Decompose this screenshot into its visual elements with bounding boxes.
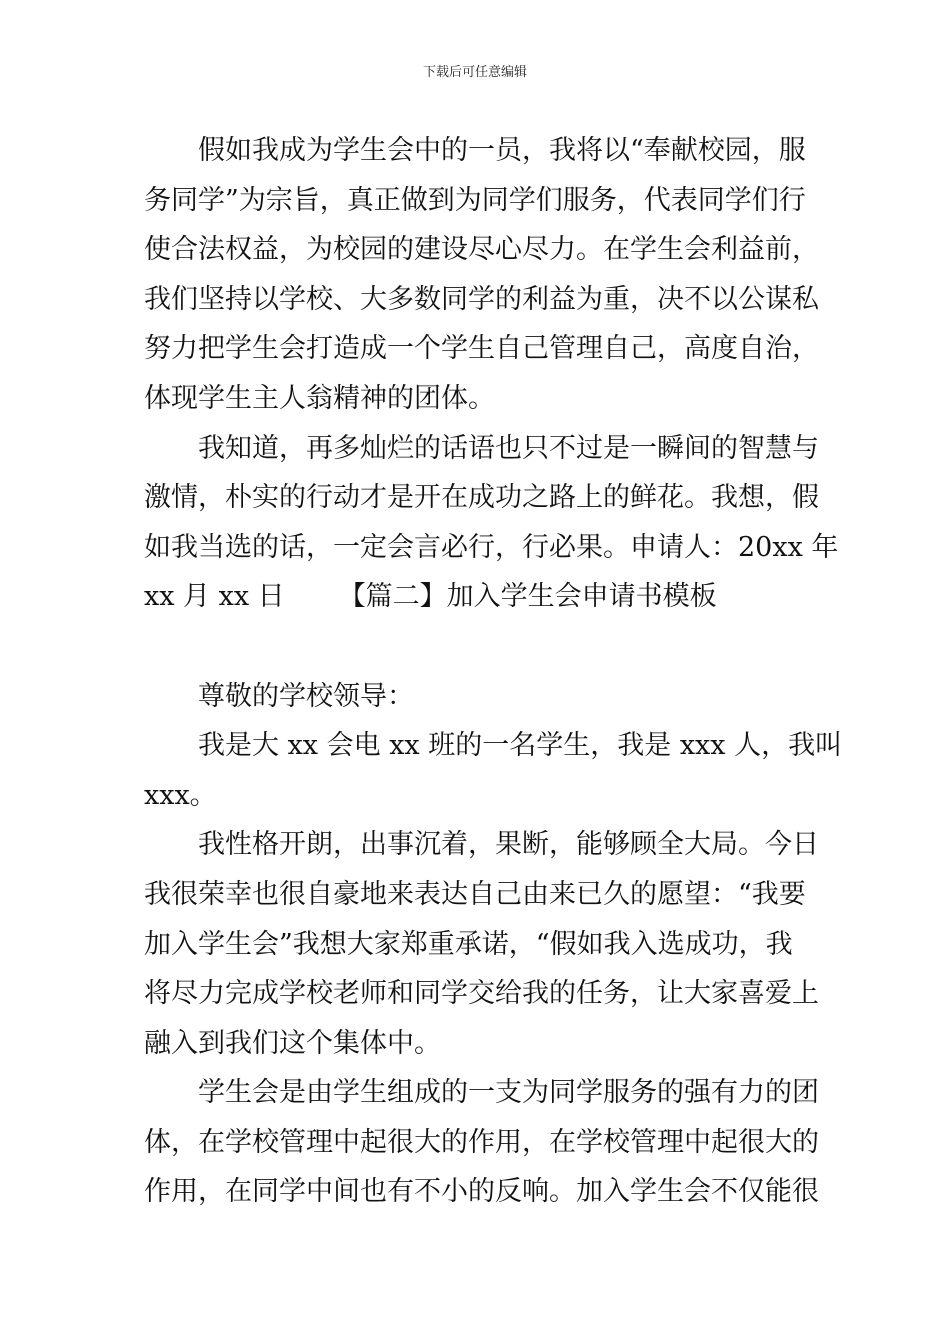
- section-title: 【篇二】加入学生会申请书模板: [338, 581, 717, 613]
- text-line: 加入学生会”我想大家郑重承诺，“假如我入选成功，我: [144, 928, 793, 960]
- text-line: 体现学生主人翁精神的团体。: [144, 382, 495, 414]
- salutation: 尊敬的学校领导：: [198, 680, 414, 712]
- paragraph-5: [144, 1068, 819, 1217]
- text-line: 我很荣幸也很自豪地来表达自己由来已久的愿望：“我要: [144, 878, 806, 910]
- text-line: 务同学”为宗旨，真正做到为同学们服务，代表同学们行: [144, 184, 806, 216]
- text-line: 努力把学生会打造成一个学生自己管理自己，高度自治，: [144, 333, 819, 365]
- text-line: 我知道，再多灿烂的话语也只不过是一瞬间的智慧与: [198, 432, 819, 464]
- paragraph-1: [144, 126, 819, 424]
- text-line: 融入到我们这个集体中。: [144, 1027, 441, 1059]
- text-line: 将尽力完成学校老师和同学交给我的任务，让大家喜爱上: [144, 978, 819, 1010]
- paragraph-2: [144, 424, 839, 622]
- text-line: xxx。: [144, 779, 217, 811]
- text-line: 我性格开朗，出事沉着，果断，能够顾全大局。今日: [198, 829, 819, 861]
- text-line: 使合法权益，为校园的建设尽心尽力。在学生会利益前，: [144, 234, 819, 266]
- text-line: 我们坚持以学校、大多数同学的利益为重，决不以公谋私: [144, 283, 819, 315]
- paragraph-3: [144, 721, 843, 820]
- blank-line: [144, 622, 808, 672]
- text-line: 学生会是由学生组成的一支为同学服务的强有力的团: [198, 1077, 819, 1109]
- text-line: 假如我成为学生会中的一员，我将以“奉献校园，服: [198, 135, 806, 166]
- text-line: 作用，在同学中间也有不小的反响。加入学生会不仅能很: [144, 1176, 819, 1208]
- text-line: 我是大 xx 会电 xx 班的一名学生，我是 xxx 人，我叫: [198, 730, 843, 762]
- application-date: xx 月 xx 日: [144, 581, 285, 613]
- page-header: 下载后可任意编辑: [422, 65, 527, 80]
- paragraph-4: [144, 820, 819, 1068]
- document-body: [144, 126, 843, 1217]
- text-line: [144, 572, 808, 622]
- text-line: 激情，朴实的行动才是开在成功之路上的鲜花。我想，假: [144, 482, 819, 514]
- text-line: 体，在学校管理中起很大的作用，在学校管理中起很大的: [144, 1126, 819, 1158]
- text-line: 如我当选的话，一定会言必行，行必果。申请人：20xx 年: [144, 531, 839, 563]
